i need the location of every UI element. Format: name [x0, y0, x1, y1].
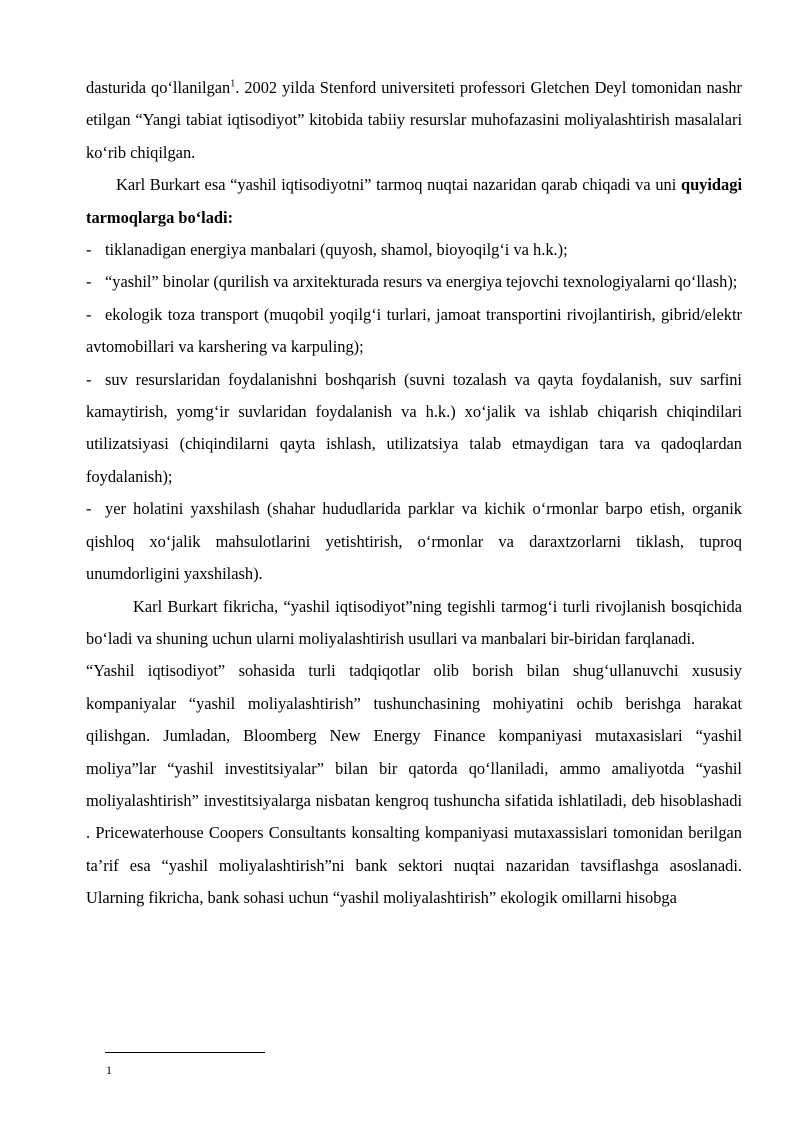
list-item: [86, 493, 742, 590]
paragraph-green-finance: “Yashil iqtisodiyot” sohasida turli tadqiqotlar olib borish bilan shug‘ullanuvchi xususiy kompaniyalar “yashil moliyalashtirish” tushunchasining mohiyatini ochib berishga harakat qilishgan. Jumladan, Bloomberg New Energy Finance kompaniyasi mutaxasislari “yashil moliya”lar “yashil investitsiyalar” bilan bir qatorda qo‘llaniladi, ammo amaliyotda “yashil moliyalashtirish” investitsiyalarga nisbatan kengroq tushuncha sifatida ishlatiladi, deb hisoblashadi . Pricewaterhouse Coopers Consultants konsalting kompaniyasi mutaxassislari tomonidan berilgan ta’rif esa “yashil moliyalashtirish”ni bank sektori nuqtai nazaridan tavsiflashga asoslanadi. Ularning fikricha, bank sohasi uchun “yashil moliyalashtirish” ekologik omillarni hisobga: [86, 661, 742, 908]
list-dash: -: [86, 369, 92, 389]
document-body: [86, 72, 742, 915]
list-item: [86, 266, 742, 298]
paragraph-intro-text: dasturida qo‘llanilgan: [86, 78, 231, 97]
list-item-text: suv resurslaridan foydalanishni boshqarish (suvni tozalash va qayta foydalanish, suv sarfini kamaytirish, yomg‘ir suvlaridan foydalanish va h.k.) xo‘jalik va ishlab chiqarish chiqindilari utilizatsiyasi (chiqindilarni qayta ishlash, utilizatsiya talab etmaydigan tara va qadoqlardan foydalanish);: [86, 369, 742, 486]
list-item-text: yer holatini yaxshilash (shahar hududlarida parklar va kichik o‘rmonlar barpo etish, organik qishloq xo‘jalik mahsulotlarini yetishtirish, o‘rmonlar va daraxtzorlarni tiklash, tuproq unumdorligini yaxshilash).: [86, 499, 742, 584]
paragraph-intro: [86, 72, 742, 169]
list-item: [86, 299, 742, 364]
list-dash: -: [86, 304, 92, 324]
list-item-text: ekologik toza transport (muqobil yoqilg‘i turlari, jamoat transportini rivojlantirish, gibrid/elektr avtomobillari va karshering va karpuling);: [86, 304, 742, 357]
list-item-text: tiklanadigan energiya manbalari (quyosh, shamol, bioyoqilg‘i va h.k.);: [105, 240, 568, 260]
paragraph-burkart-text: Karl Burkart esa “yashil iqtisodiyotni” tarmoq nuqtai nazaridan qarab chiqadi va uni: [116, 175, 681, 195]
paragraph-burkart-bold: quyidagi tarmoqlarga bo‘ladi:: [86, 175, 742, 227]
footnote-separator: [105, 1052, 265, 1053]
list-dash: -: [86, 272, 92, 292]
list-item: [86, 364, 742, 494]
paragraph-burkart-sectors: [86, 169, 742, 234]
list-dash: -: [86, 499, 92, 519]
paragraph-burkart-opinion: Karl Burkart fikricha, “yashil iqtisodiyot”ning tegishli tarmog‘i turli rivojlanish bosqichida bo‘ladi va shuning uchun ularni moliyalashtirish usullari va manbalari bir-biridan farqlanadi.: [86, 596, 742, 648]
footnote-reference[interactable]: 1: [230, 78, 236, 90]
paragraph-intro-rest: . 2002 yilda Stenford universiteti professori Gletchen Deyl tomonidan nashr etilgan “Yangi tabiat iqtisodiyot” kitobida tabiiy resurslar muhofazasini moliyalashtirish masalalari ko‘rib chiqilgan.: [86, 78, 742, 162]
list-item-text: “yashil” binolar (qurilish va arxitekturada resurs va energiya tejovchi texnologiyalarni qo‘llash);: [105, 272, 738, 292]
list-item: [86, 234, 742, 266]
footnote-number: 1: [106, 1063, 112, 1077]
list-dash: -: [86, 240, 92, 260]
